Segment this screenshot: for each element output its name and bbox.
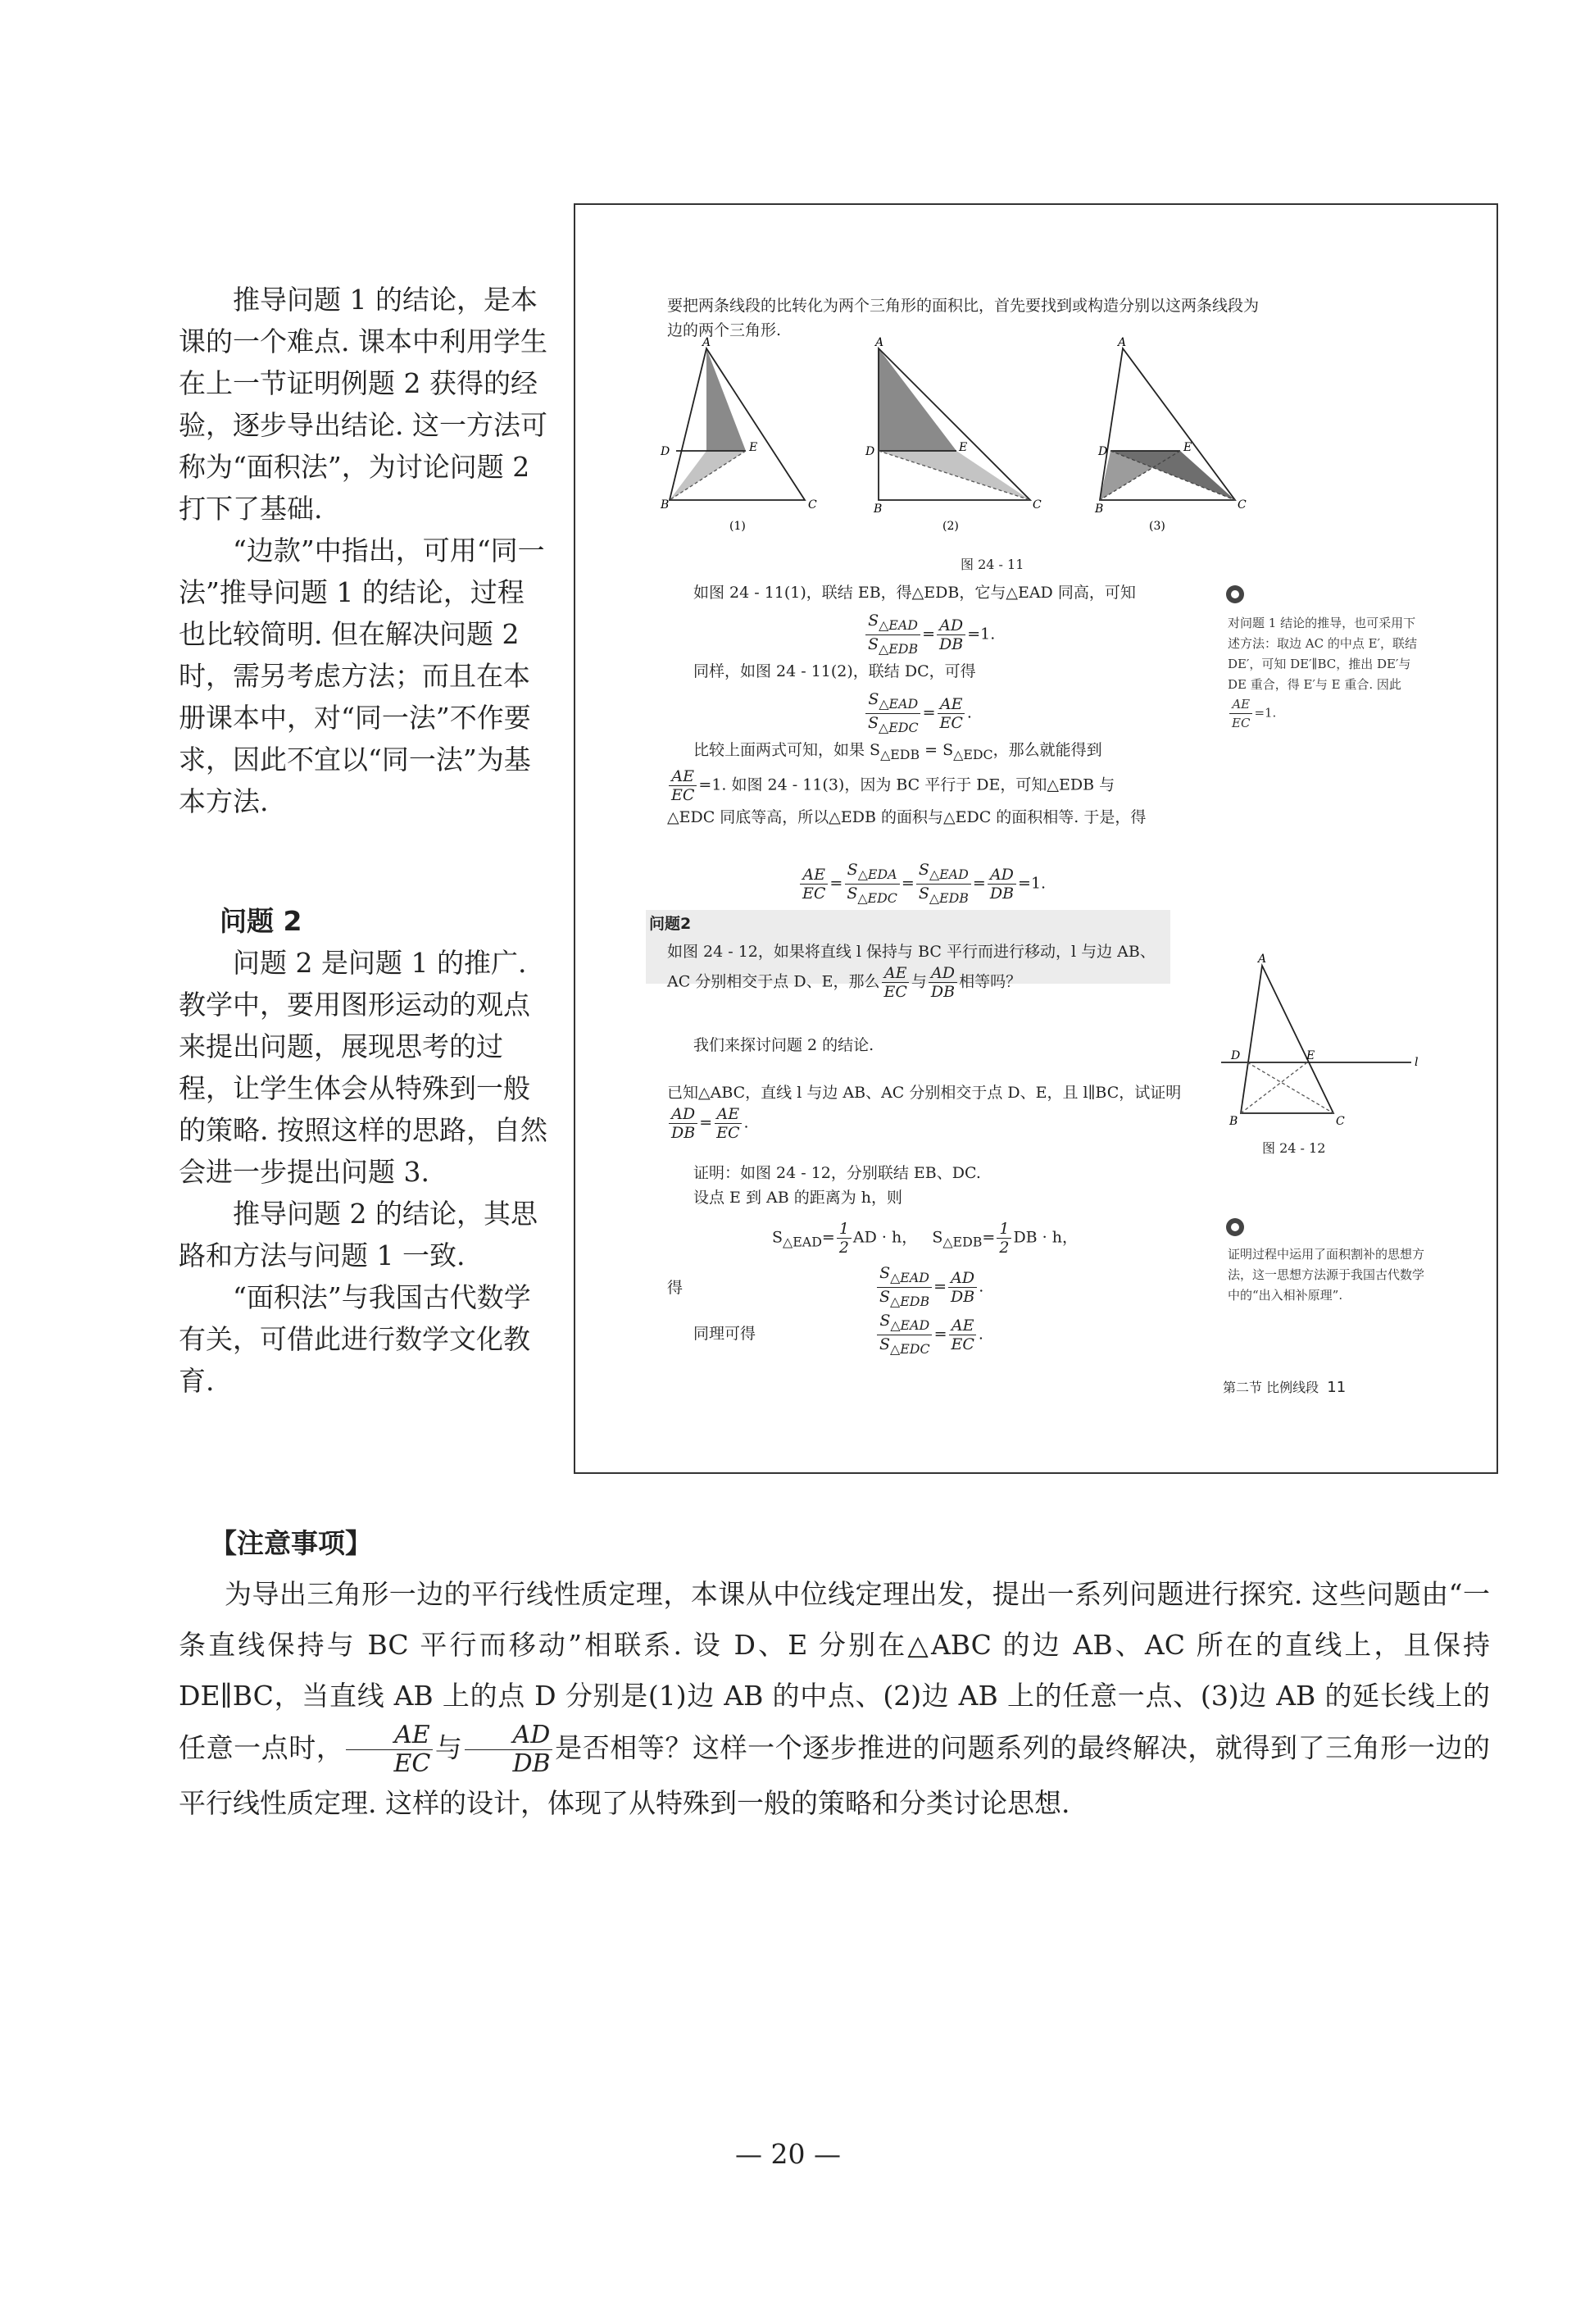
svg-text:D: D — [865, 445, 875, 458]
intro-text: 要把两条线段的比转化为两个三角形的面积比，首先要找到或构造分别以这两条线段为边的两个三角形. — [667, 297, 1260, 339]
svg-text:C: C — [1336, 1115, 1345, 1128]
side-note: 对问题 1 结论的推导，也可采用下述方法：取边 AC 的中点 E′，联结 DE′，可知 DE′∥BC，推出 DE′与 DE 重合，得 E′与 E 重合. 因此 $\frac{AE}{EC}$ =1. — [1228, 616, 1417, 730]
svg-text:l: l — [1415, 1056, 1419, 1069]
given-text: 已知△ABC，直线 l 与边 AB、AC 分别相交于点 D、E，且 l∥BC，试证明 $\frac{AD}{DB}$ = $\frac{AE}{EC}$ . — [667, 1084, 1182, 1142]
fig-2 — [865, 336, 1042, 533]
text-line: 得 — [667, 1279, 684, 1297]
svg-text:E: E — [1306, 1049, 1315, 1062]
svg-text:B: B — [661, 498, 670, 512]
fig-label: (1) — [729, 520, 746, 533]
side-note: 证明过程中运用了面积割补的思想方法，这一思想方法源于我国古代数学中的“出入相补原理”. — [1228, 1247, 1425, 1303]
page-number: — 20 — — [735, 2138, 841, 2170]
text-line: $\frac{AE}{EC}$ =1. 如图 24 - 11(3)，因为 BC 平行于 DE，可知△EDB 与 — [667, 767, 1290, 804]
svg-text:E: E — [749, 441, 758, 454]
figure-caption: 图 24 - 12 — [1262, 1140, 1326, 1156]
note-icon — [1223, 1215, 1247, 1239]
svg-text:A: A — [1118, 336, 1127, 349]
text-line: 比较上面两式可知，如果 $S_{\triangle EDB} = S_{\triangle EDC}$，那么就能得到 — [693, 741, 1102, 762]
problem-text: 如图 24 - 12，如果将直线 l 保持与 BC 平行而进行移动，l 与边 AB、AC 分别相交于点 D、E，那么 $\frac{AE}{EC}$ 与 $\frac{AD}{DB}$ 相等吗？ — [667, 943, 1156, 1001]
svg-text:B: B — [874, 503, 883, 516]
text-line: 同理可得 — [693, 1325, 756, 1343]
svg-text:C: C — [808, 498, 817, 512]
fig-3 — [1094, 336, 1247, 533]
svg-text:C: C — [1033, 498, 1042, 512]
paragraph: 问题 2 是问题 1 的推广. 教学中，要用图形运动的观点来提出问题，展现思考的过程，让学生体会从特殊到一般的策略. 按照这样的思路，自然会进一步提出问题 3. — [179, 947, 547, 1188]
formula: $S_{\triangle EAD}=$ $\frac{1}{2}$ AD · h， $S_{\triangle EDB}=$ $\frac{1}{2}$ DB · h， — [772, 1220, 1078, 1257]
svg-text:B: B — [1095, 503, 1104, 516]
formula: $\frac{S_{\triangle EAD}}{S_{\triangle EDC}}$ = $\frac{AE}{EC}$ . — [875, 1312, 983, 1358]
paragraph: 推导问题 1 的结论，是本课的一个难点. 课本中利用学生在上一节证明例题 2 获得的经验，逐步导出结论. 这一方法可称为“面积法”，为讨论问题 2 打下了基础. — [179, 284, 547, 525]
svg-text:B: B — [1229, 1115, 1238, 1128]
formula: $\frac{S_{\triangle EAD}}{S_{\triangle EDB}}$ = $\frac{AD}{DB}$ . — [875, 1264, 983, 1311]
textbook-excerpt — [574, 203, 1498, 1474]
svg-text:E: E — [1183, 441, 1192, 454]
svg-text:E: E — [959, 441, 968, 454]
text-line: △EDC 同底等高，所以△EDB 的面积与△EDC 的面积相等. 于是，得 — [667, 808, 1147, 826]
notes-section — [179, 1518, 1490, 1829]
notes-title: 【注意事项】 — [210, 1527, 372, 1559]
left-column — [179, 279, 547, 1402]
text-line: 同样，如图 24 - 11(2)，联结 DC，可得 — [693, 662, 976, 680]
fig-label: (2) — [942, 520, 959, 533]
text-line: 证明：如图 24 - 12，分别联结 EB、DC. — [693, 1164, 981, 1182]
fig-1 — [660, 336, 817, 533]
fig-label: (3) — [1149, 520, 1165, 533]
svg-text:A: A — [702, 336, 711, 349]
svg-text:A: A — [875, 336, 884, 349]
paragraph: “面积法”与我国古代数学有关，可借此进行数学文化教育. — [179, 1281, 531, 1397]
text-line: 我们来探讨问题 2 的结论. — [693, 1036, 874, 1054]
paragraph: 推导问题 2 的结论，其思路和方法与问题 1 一致. — [179, 1198, 538, 1271]
svg-text:D: D — [661, 445, 670, 458]
figure-caption: 图 24 - 11 — [961, 557, 1024, 572]
formula: $\frac{AE}{EC}$ = $\frac{S_{\triangle EDA}}{S_{\triangle EDC}}$ = $\frac{S_{\triangle EAD}}{S_{\triangle EDB}}$ = $\frac{AD}{DB}$ =1. — [798, 861, 1046, 907]
notes-body: 为导出三角形一边的平行线性质定理，本课从中位线定理出发，提出一系列问题进行探究. 这些问题由“一条直线保持与 BC 平行而移动”相联系. 设 D、E 分别在△ABC 的边 AB、AC 所在的直线上，且保持 DE∥BC，当直线 AB 上的点 D 分别是(1)边 AB 的中点、(2)边 AB 上的任意一点、(3)边 AB 的延长线上的任意一点时， $\frac{AE}{EC}$ 与 $\frac{AD}{DB}$ 是否相等？这样一个逐步推进的问题系列的最终解决，就得到了三角形一边的平行线性质定理. 这样的设计，体现了从特殊到一般的策略和分类讨论思想. — [179, 1578, 1491, 1819]
note-icon — [1223, 582, 1247, 607]
text-line: 如图 24 - 11(1)，联结 EB，得△EDB，它与△EAD 同高，可知 — [693, 584, 1136, 602]
text-line: 设点 E 到 AB 的距离为 h，则 — [693, 1189, 902, 1207]
svg-text:D: D — [1231, 1049, 1241, 1062]
svg-text:A: A — [1258, 953, 1267, 966]
svg-text:C: C — [1238, 498, 1247, 512]
figure-24-12 — [1215, 953, 1428, 1146]
formula: $\frac{S_{\triangle EAD}}{S_{\triangle EDC}}$ = $\frac{AE}{EC}$ . — [864, 690, 972, 737]
figure-24-11 — [657, 336, 1280, 533]
svg-text:D: D — [1098, 445, 1108, 458]
box-footer: 第二节 比例线段 11 — [1223, 1379, 1347, 1396]
formula: $\frac{S_{\triangle EAD}}{S_{\triangle EDB}}$ = $\frac{AD}{DB}$ =1. — [864, 612, 995, 658]
paragraph: “边款”中指出，可用“同一法”推导问题 1 的结论，过程也比较简明. 但在解决问题 2 时，需另考虑方法；而且在本册课本中，对“同一法”不作要求，因此不宜以“同一法”为基本方法. — [179, 534, 545, 817]
section-heading: 问题 2 — [220, 905, 302, 937]
problem-heading: 问题2 — [649, 915, 692, 933]
